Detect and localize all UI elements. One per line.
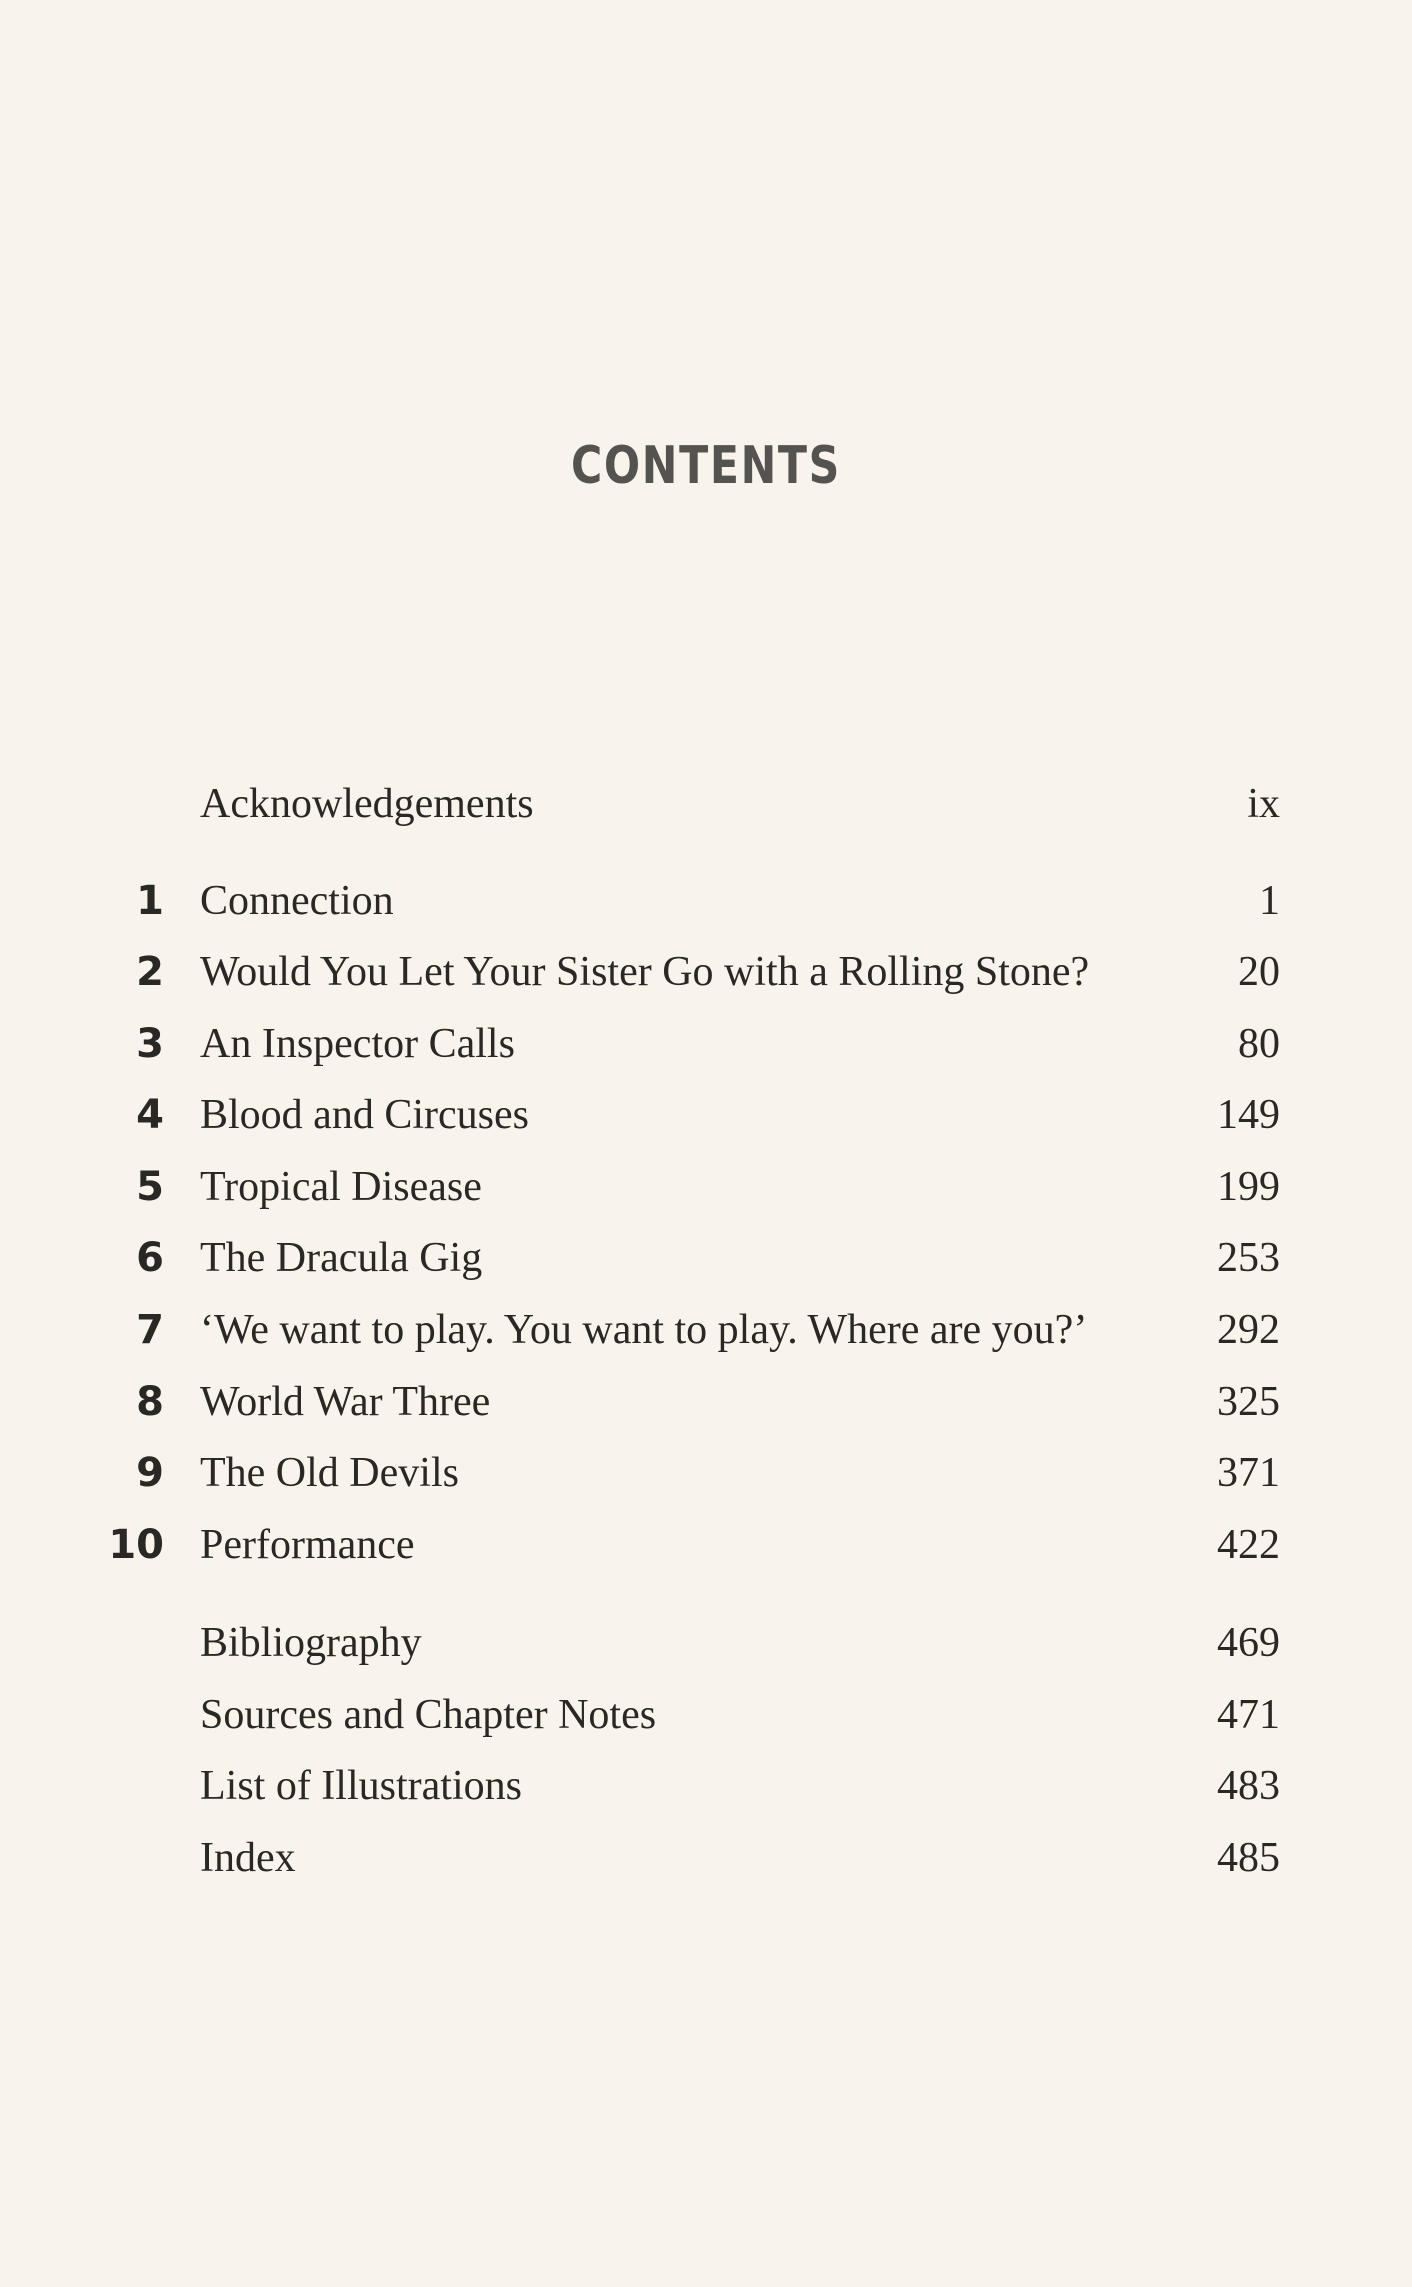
toc-entry-label: Acknowledgements — [200, 781, 534, 827]
chapter-number: 2 — [136, 949, 164, 995]
chapter-number: 8 — [136, 1379, 164, 1425]
toc-entry-page: 483 — [1217, 1763, 1280, 1809]
toc-entry-page: 1 — [1259, 878, 1280, 924]
toc-entry-page: 325 — [1217, 1379, 1280, 1425]
toc-entry-page: ix — [1247, 781, 1280, 827]
toc-entry-label: Sources and Chapter Notes — [200, 1692, 657, 1738]
chapter-number: 1 — [136, 878, 164, 924]
toc-entry-label: Bibliography — [200, 1620, 422, 1666]
chapter-number: 6 — [136, 1235, 164, 1281]
toc-entry-page: 371 — [1217, 1450, 1280, 1496]
toc-entry-page: 422 — [1217, 1522, 1280, 1568]
toc-entry-page: 253 — [1217, 1235, 1280, 1281]
toc-entry-page: 469 — [1217, 1620, 1280, 1666]
toc-entry-label: Would You Let Your Sister Go with a Rolling Stone? — [200, 949, 1090, 995]
chapter-number: 4 — [136, 1092, 164, 1138]
toc-chapter-4[interactable] — [0, 1085, 1412, 1145]
toc-chapter-3[interactable] — [0, 1014, 1412, 1074]
toc-chapter-7[interactable] — [0, 1300, 1412, 1360]
toc-chapter-10[interactable] — [0, 1515, 1412, 1575]
chapter-number: 7 — [136, 1307, 164, 1353]
toc-entry-page: 471 — [1217, 1692, 1280, 1738]
toc-entry-page: 80 — [1238, 1021, 1280, 1067]
toc-entry-label: The Old Devils — [200, 1450, 459, 1496]
toc-chapter-5[interactable] — [0, 1157, 1412, 1217]
toc-entry-sources[interactable] — [0, 1685, 1412, 1745]
chapter-number: 3 — [136, 1021, 164, 1067]
toc-entry-label: Performance — [200, 1522, 415, 1568]
toc-entry-page: 199 — [1217, 1164, 1280, 1210]
chapter-number: 9 — [136, 1450, 164, 1496]
toc-entry-page: 292 — [1217, 1307, 1280, 1353]
toc-entry-label: An Inspector Calls — [200, 1021, 515, 1067]
toc-entry-page: 485 — [1217, 1835, 1280, 1881]
toc-entry-illustrations[interactable] — [0, 1756, 1412, 1816]
toc-entry-page: 149 — [1217, 1092, 1280, 1138]
toc-chapter-6[interactable] — [0, 1228, 1412, 1288]
toc-entry-label: ‘We want to play. You want to play. Where are you?’ — [200, 1307, 1088, 1353]
toc-chapter-8[interactable] — [0, 1372, 1412, 1432]
toc-entry-label: Index — [200, 1835, 296, 1881]
toc-entry-acknowledgements[interactable] — [0, 774, 1412, 834]
toc-entry-label: Connection — [200, 878, 394, 924]
toc-entry-label: Blood and Circuses — [200, 1092, 529, 1138]
chapter-number: 5 — [136, 1164, 164, 1210]
toc-entry-page: 20 — [1238, 949, 1280, 995]
page-title: CONTENTS — [570, 436, 842, 496]
toc-entry-label: World War Three — [200, 1379, 491, 1425]
toc-chapter-9[interactable] — [0, 1443, 1412, 1503]
toc-entry-label: The Dracula Gig — [200, 1235, 483, 1281]
toc-entry-label: Tropical Disease — [200, 1164, 482, 1210]
toc-entry-bibliography[interactable] — [0, 1613, 1412, 1673]
toc-entry-index[interactable] — [0, 1828, 1412, 1888]
toc-chapter-1[interactable] — [0, 871, 1412, 931]
toc-chapter-2[interactable] — [0, 942, 1412, 1002]
toc-entry-label: List of Illustrations — [200, 1763, 522, 1809]
chapter-number: 10 — [108, 1522, 164, 1568]
